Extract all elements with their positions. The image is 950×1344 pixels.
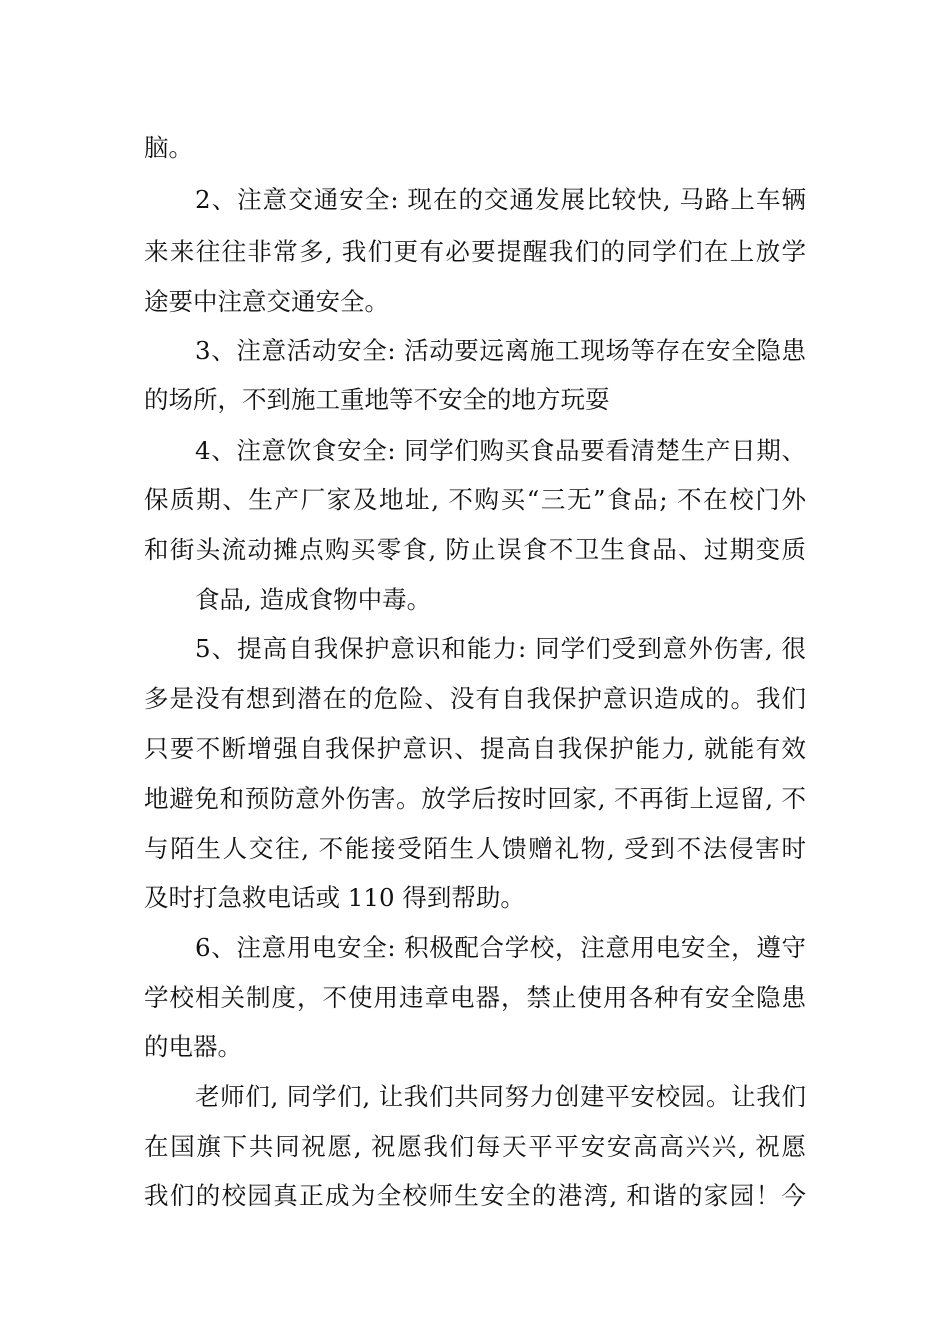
text-line: 老师们, 同学们, 让我们共同努力创建平安校园。让我们 [195,1082,806,1111]
text-line: 及时打急救电话或 110 得到帮助。 [144,883,525,912]
text-line: 地避免和预防意外伤害。放学后按时回家, 不再街上逗留, 不 [144,784,806,813]
text-line: 多是没有想到潜在的危险、没有自我保护意识造成的。我们 [144,684,806,713]
text-line: 的电器。 [144,1032,242,1061]
text-line: 2、注意交通安全: 现在的交通发展比较快, 马路上车辆 [195,185,806,214]
text-line: 途要中注意交通安全。 [144,287,389,316]
text-line: 脑。 [144,133,193,162]
text-line: 只要不断增强自我保护意识、提高自我保护能力, 就能有效 [144,734,806,763]
text-line: 我们的校园真正成为全校师生安全的港湾, 和谐的家园！今 [144,1181,806,1210]
text-line: 5、提高自我保护意识和能力: 同学们受到意外伤害, 很 [195,634,806,663]
text-line: 3、注意活动安全: 活动要远离施工现场等存在安全隐患 [195,336,806,365]
text-line: 在国旗下共同祝愿, 祝愿我们每天平平安安高高兴兴, 祝愿 [144,1132,806,1161]
text-line: 来来往往非常多, 我们更有必要提醒我们的同学们在上放学 [144,237,806,266]
text-line: 的场所，不到施工重地等不安全的地方玩耍 [144,385,610,414]
text-line: 4、注意饮食安全: 同学们购买食品要看清楚生产日期、 [195,436,806,465]
text-line: 6、注意用电安全: 积极配合学校，注意用电安全，遵守 [195,933,806,962]
text-line: 学校相关制度，不使用违章电器，禁止使用各种有安全隐患 [144,983,806,1012]
text-line: 保质期、生产厂家及地址, 不购买“三无”食品; 不在校门外 [144,485,806,514]
text-line: 与陌生人交往, 不能接受陌生人馈赠礼物, 受到不法侵害时 [144,834,806,863]
text-line: 食品, 造成食物中毒。 [195,585,432,614]
text-line: 和街头流动摊点购买零食, 防止误食不卫生食品、过期变质 [144,535,806,564]
